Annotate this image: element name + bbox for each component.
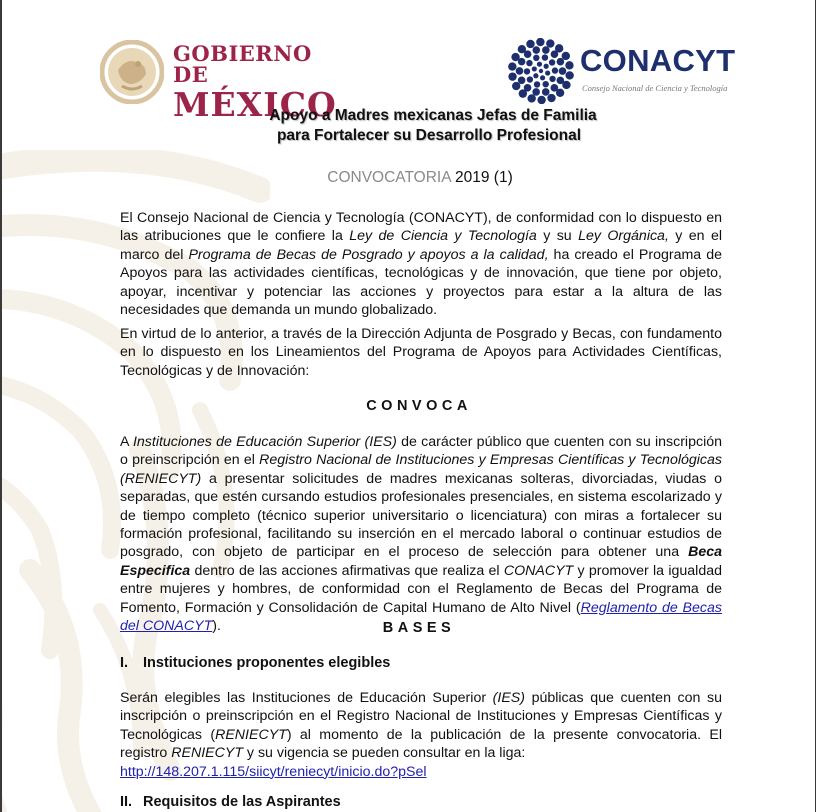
convocatoria-year: 2019 (1) [450, 169, 513, 186]
intro-paragraph-2: En virtud de lo anterior, a través de la Dirección Adjunta de Posgrado y Becas, con fundamento en lo dispuesto en los Lineamientos del Programa de Apoyos para Actividades Científicas, Tecnológicas y de Innovación: [120, 326, 722, 379]
document-title-line2: para Fortalecer su Desarrollo Profesional [276, 127, 582, 144]
conacyt-subtitle: Consejo Nacional de Ciencia y Tecnología [582, 83, 728, 93]
conacyt-wordmark: CONACYT [580, 43, 736, 78]
gob-logo-line1: GOBIERNO DE [173, 41, 312, 87]
text-run: A [120, 434, 133, 450]
text-run: ). [212, 618, 221, 635]
convoca-paragraph [120, 433, 722, 635]
conacyt-logo [508, 38, 738, 108]
gob-logo-line2: MÉXICO [173, 85, 337, 124]
intro-paragraph-1 [120, 209, 722, 319]
section-number: II. [120, 794, 133, 810]
italic-run: RENIECYT [171, 745, 243, 762]
text-run: y su [536, 228, 579, 245]
section-title: Requisitos de las Aspirantes [143, 794, 341, 810]
text-run: ha creado el Programa de Apoyos para las actividades científicas, tecnológicas y de innovación, que tiene por objeto, apoyar, incentivar y potenciar las acciones y proyectos para estar a la altura de las necesidades que demanda un mundo globalizado. [120, 246, 722, 319]
bases-heading: BASES [382, 620, 456, 636]
gobierno-de-mexico-logo [100, 40, 340, 124]
convocatoria-label: CONVOCATORIA [327, 169, 451, 186]
text-run: de carácter público que cuenten con su inscripción o preinscripción en el [120, 434, 723, 469]
convoca-heading: CONVOCA [366, 398, 472, 414]
section-1-paragraph [120, 689, 722, 781]
italic-run: Ley de Ciencia y Tecnología [349, 228, 537, 245]
conacyt-dots-icon [508, 38, 574, 104]
text-run: ) al momento de la publicación de la presente convocatoria. El registro [120, 726, 723, 762]
italic-run: CONACYT [503, 562, 574, 579]
text-run: dentro de las acciones afirmativas que realiza el [190, 562, 504, 579]
section-number: I. [120, 655, 129, 671]
reniecyt-link[interactable]: http://148.207.1.115/siicyt/reniecyt/inicio.do?pSel [120, 763, 427, 780]
text-run: y en el marco del [120, 228, 723, 263]
text-run: El Consejo Nacional de Ciencia y Tecnología (CONACYT), de conformidad con lo dispuesto en las atribuciones que le confiere la [120, 210, 722, 245]
page-border-left [0, 0, 2, 812]
text-run: y su vigencia se pueden consultar en la liga: [242, 745, 526, 762]
document-title-line1: Apoyo a Madres mexicanas Jefas de Familia [269, 107, 597, 124]
italic-run: Registro Nacional de Instituciones y Empresas Científicas y Tecnológicas (RENIECYT) [120, 452, 722, 487]
text-run: públicas que cuenten con su inscripción o preinscripción en el Registro Nacional de Instituciones y Empresas Científicas y Tecnológicas ( [120, 690, 722, 743]
reglamento-becas-link[interactable]: Reglamento de Becas del CONACYT [120, 599, 722, 635]
text-run: Serán elegibles las Instituciones de Educación Superior [120, 690, 493, 706]
text-run: a presentar solicitudes de madres mexicanas solteras, divorciadas, viudas o separadas, que estén cursando estudios profesionales presenciales, en sistema escolarizado y de tiempo completo (técnico superior universitario o licenciatura) con miras a fortalecer su formación profesional, facilitando su inserción en el mercado laboral o continuar estudios de posgrado, con objeto de participar en el proceso de selección para obtener una [120, 470, 722, 561]
italic-run: (IES) [492, 690, 525, 706]
italic-run: Programa de Becas de Posgrado y apoyos a la calidad, [188, 246, 549, 263]
bold-italic-run: Beca Especifica [120, 544, 722, 579]
section-title: Instituciones proponentes elegibles [143, 655, 391, 671]
italic-run: Instituciones de Educación Superior (IES) [132, 434, 397, 450]
text-run: y promover la igualdad entre mujeres y hombres, de conformidad con el Reglamento de Becas del Programa de Fomento, Formación y Consolidación de Capital Humano de Alto Nivel ( [120, 562, 722, 616]
convocatoria-heading [11, 169, 818, 187]
italic-run: Ley Orgánica, [578, 228, 669, 245]
italic-run: RENIECYT [215, 726, 287, 743]
mexican-coat-of-arms-icon [100, 40, 164, 104]
